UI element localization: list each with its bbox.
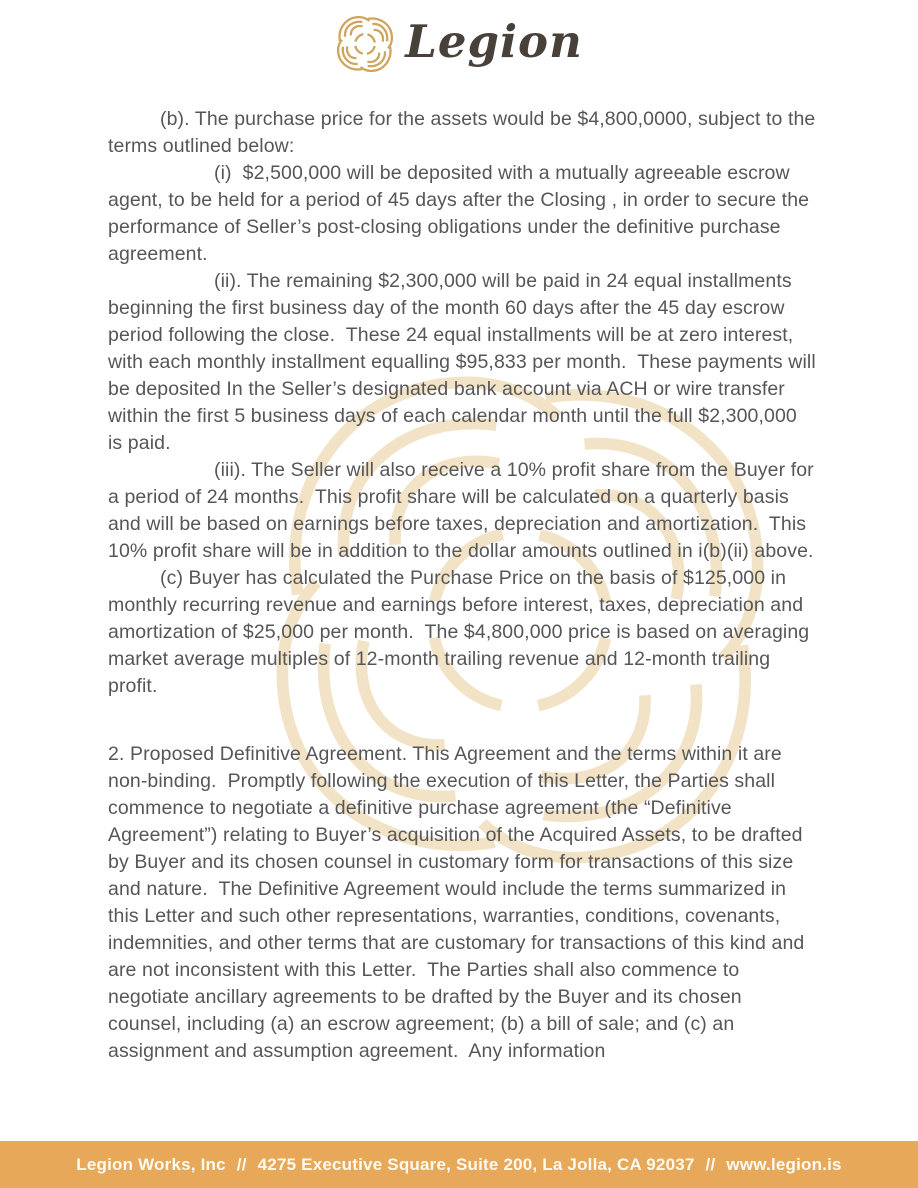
footer-website: www.legion.is	[726, 1154, 842, 1174]
logo-wordmark: Legion	[405, 14, 583, 68]
letterhead	[0, 14, 918, 74]
paragraph: (iii). The Seller will also receive a 10% profit share from the Buyer for a period of 24 months. This profit share will be calculated on a quarterly basis and will be based on earnings before taxes, depreciation and amortization. This 10% profit share will be in addition to the dollar amounts outlined in i(b)(ii) above.	[108, 459, 820, 562]
paragraph: (b). The purchase price for the assets would be $4,800,0000, subject to the terms outlined below:	[108, 108, 821, 157]
paragraph: (c) Buyer has calculated the Purchase Price on the basis of $125,000 in monthly recurring revenue and earnings before interest, taxes, depreciation and amortization of $25,000 per month. The $4,800,000 price is based on averaging market average multiples of 12-month trailing revenue and 12-month trailing profit.	[108, 567, 815, 697]
footer-bar	[0, 1141, 918, 1188]
footer-separator: //	[236, 1154, 247, 1174]
footer-address: 4275 Executive Square, Suite 200, La Jolla, CA 92037	[257, 1154, 695, 1174]
footer-separator: //	[705, 1154, 716, 1174]
paragraph: 2. Proposed Definitive Agreement. This Agreement and the terms within it are non-binding. Promptly following the execution of this Letter, the Parties shall commence to negotiate a definitive purchase agreement (the “Definitive Agreement”) relating to Buyer’s acquisition of the Acquired Assets, to be drafted by Buyer and its chosen counsel in customary form for transactions of this size and nature. The Definitive Agreement would include the terms summarized in this Letter and such other representations, warranties, conditions, covenants, indemnities, and other terms that are customary for transactions of this kind and are not inconsistent with this Letter. The Parties shall also commence to negotiate ancillary agreements to be drafted by the Buyer and its chosen counsel, including (a) an escrow agreement; (b) a bill of sale; and (c) an assignment and assumption agreement. Any information	[108, 743, 810, 1062]
footer-company: Legion Works, Inc	[76, 1154, 226, 1174]
paragraph: (i) $2,500,000 will be deposited with a mutually agreeable escrow agent, to be held for a period of 45 days after the Closing , in order to secure the performance of Seller’s post-closing obligations under the definitive purchase agreement.	[108, 162, 815, 265]
legion-logo-icon	[335, 14, 395, 74]
document-body	[108, 106, 822, 1065]
paragraph: (ii). The remaining $2,300,000 will be paid in 24 equal installments beginning the first business day of the month 60 days after the 45 day escrow period following the close. These 24 equal installments will be at zero interest, with each monthly installment equalling $95,833 per month. These payments will be deposited In the Seller’s designated bank account via ACH or wire transfer within the first 5 business days of each calendar month until the full $2,300,000 is paid.	[108, 270, 822, 454]
